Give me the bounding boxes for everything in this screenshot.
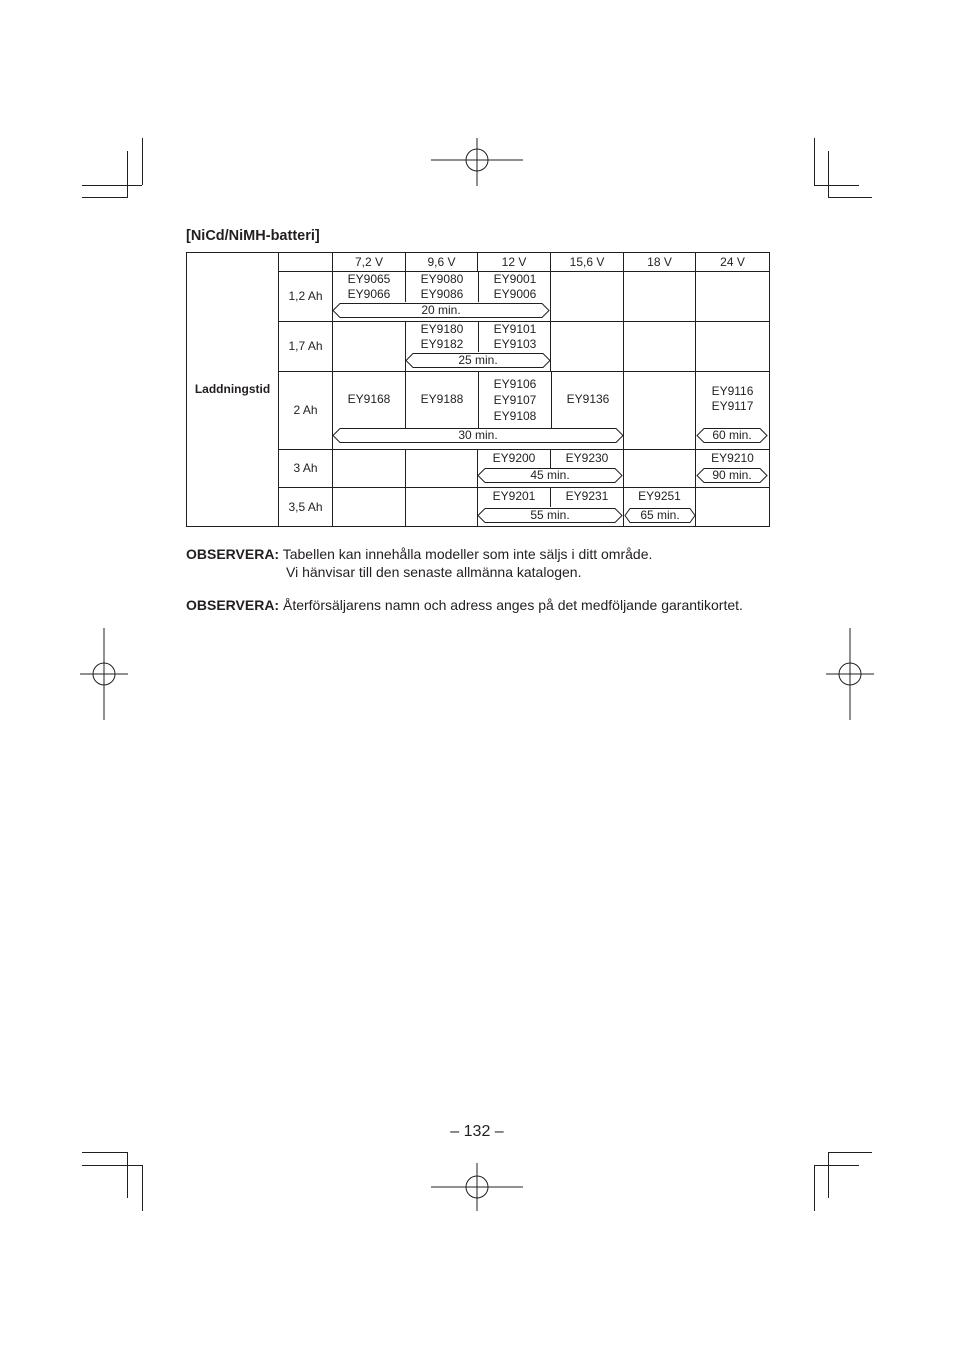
charge-time-arrow: 25 min. <box>406 353 550 368</box>
model-cell: EY9106 EY9107 EY9108 <box>493 377 537 423</box>
model-cell: EY9210 <box>711 451 754 465</box>
model-cell: EY9180 EY9182 <box>420 322 464 351</box>
header-voltage: 7,2 V <box>333 253 406 272</box>
model-cell: EY9188 <box>420 392 464 406</box>
charging-time-table <box>186 252 770 527</box>
model-cell: EY9231 <box>565 489 609 503</box>
model-cell: EY9101 EY9103 <box>493 322 537 351</box>
capacity-cell: 2 Ah <box>279 372 333 450</box>
model-cell: EY9230 <box>565 451 609 465</box>
model-cell: EY9080 EY9086 <box>420 272 464 301</box>
charge-time-arrow: 55 min. <box>478 508 622 523</box>
note-label: OBSERVERA: <box>186 546 280 562</box>
model-cell: EY9065 EY9066 <box>347 272 391 301</box>
note-text: Vi hänvisar till den senaste allmänna katalogen. <box>286 564 582 580</box>
section-title: [NiCd/NiMH-batteri] <box>186 228 320 244</box>
model-cell: EY9168 <box>347 392 391 406</box>
note-2 <box>186 596 743 614</box>
charge-time-arrow: 65 min. <box>625 508 695 523</box>
row-label-laddningstid: Laddningstid <box>187 253 279 527</box>
model-cell: EY9200 <box>492 451 536 465</box>
header-voltage: 15,6 V <box>551 253 624 272</box>
charge-time-arrow: 90 min. <box>697 468 767 483</box>
model-cell: EY9001 EY9006 <box>493 272 537 301</box>
header-voltage: 24 V <box>696 253 770 272</box>
model-cell: EY9201 <box>492 489 536 503</box>
header-blank <box>279 253 333 272</box>
registration-mark-left <box>80 628 128 720</box>
note-text: Återförsäljarens namn och adress anges på det medföljande garantikortet. <box>282 597 743 613</box>
capacity-cell: 3,5 Ah <box>279 488 333 527</box>
charge-time-arrow: 45 min. <box>478 468 622 483</box>
charge-time-arrow: 20 min. <box>333 303 549 318</box>
note-label: OBSERVERA: <box>186 597 280 613</box>
note-text: Tabellen kan innehålla modeller som inte säljs i ditt område. <box>282 546 653 562</box>
registration-mark-bottom <box>431 1163 523 1211</box>
model-cell: EY9251 <box>638 489 681 503</box>
header-voltage: 12 V <box>478 253 551 272</box>
model-cell: EY9136 <box>566 392 610 406</box>
note-1 <box>186 545 652 581</box>
registration-mark-right <box>826 628 874 720</box>
model-cell: EY9116 EY9117 <box>711 384 754 413</box>
charge-time-arrow: 30 min. <box>333 428 623 443</box>
capacity-cell: 3 Ah <box>279 450 333 488</box>
header-voltage: 18 V <box>624 253 696 272</box>
charge-time-arrow: 60 min. <box>697 428 767 443</box>
capacity-cell: 1,2 Ah <box>279 272 333 322</box>
capacity-cell: 1,7 Ah <box>279 322 333 372</box>
header-voltage: 9,6 V <box>406 253 478 272</box>
header-row <box>187 253 770 272</box>
registration-mark-top <box>431 138 523 186</box>
page-number: – 132 – <box>450 1123 504 1140</box>
